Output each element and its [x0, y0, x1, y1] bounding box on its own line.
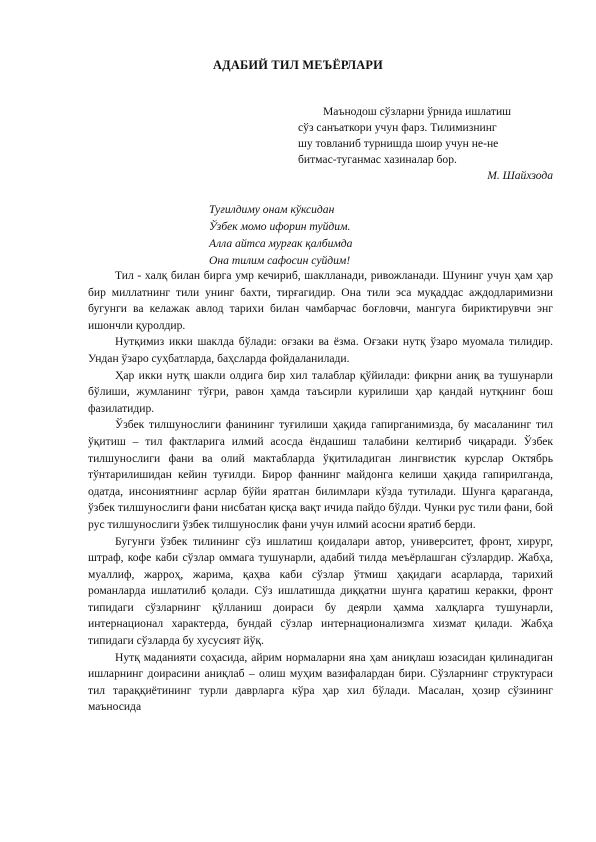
paragraph: Нутқимиз икки шаклда бўлади: оғзаки ва ёзма. Оғзаки нутқ ўзаро муомала тилидир. Ундан ўзаро суҳбатларда, баҳсларда фойдаланилади.: [88, 335, 553, 365]
body-text: [88, 268, 553, 716]
epigraph-line: битмас-туганмас хазиналар бор.: [298, 153, 457, 166]
paragraph: Тил - халқ билан бирга умр кечириб, шаклланади, ривожланади. Шунинг учун ҳам ҳар бир миллатнинг тили унинг бахти, тирғагидир. Она тили эса муқаддас аждодларимизни бугунги ва келажак авлод тарихи билан чамбарчас боғловчи, мангуга бириктирувчи энг ишончли қуролдир.: [88, 269, 553, 332]
poem: [209, 201, 352, 269]
epigraph-line: Маънодош сўзларни ўрнида ишлатиш: [323, 105, 512, 118]
epigraph-line: шу товланиб турнишда шоир учун не-не: [298, 137, 499, 150]
paragraph: Нутқ маданияти соҳасида, айрим нормаларни яна ҳам аниқлаш юзасидан қилинадиган ишларнинг доирасини аниқлаб – олиш муҳим вазифалардан бири. Сўзларнинг структураси тил тараққиётининг турли даврларга кўра ҳар хил бўлади. Масалан, ҳозир сўзининг маъносида: [88, 650, 553, 714]
epigraph-line: сўз санъаткори учун фарз. Тилимизнинг: [298, 121, 497, 134]
epigraph-author: М. Шайхзода: [487, 169, 553, 182]
poem-line: Туғилдиму онам кўксидан: [209, 203, 335, 216]
paragraph: Ўзбек тилшунослиги фанининг туғилиши ҳақида гапирганимизда, бу масаланинг тил ўқитиш – тил фактларига илмий асосда ёндашиш талабини келтириб чиқаради. Ўзбек тилшунослиги фани ва олий мактабларда ўқитиладиган лингвистик курслар Октябрь тўнтарилишидан кейин туғилди. Бирор фаннинг майдонга келиши ҳақида гапирилганда, одатда, инсониятнинг асрлар бўйи яратган билимлари кўзда тутилади. Шунга қараганда, ўзбек тилшунослиги фани нисбатан қисқа вақт ичида пайдо бўлди. Чунки рус тили фани, бой рус тилшунослиги ўзбек тилшунослик фани учун илмий асосни яратиб берди.: [88, 418, 553, 531]
paragraph: Ҳар икки нутқ шакли олдига бир хил талаблар қўйилади: фикрни аниқ ва тушунарли бўлиши, жумланинг тўғри, равон ҳамда таъсирли курилиши ҳар қандай нутқнинг бош фазилатидир.: [88, 368, 553, 415]
poem-line: Она тилим сафосин суйдим!: [209, 254, 351, 267]
poem-line: Алла айтса мурғак қалбимда: [209, 237, 353, 250]
poem-line: Ўзбек момо ифорин туйдим.: [209, 220, 351, 233]
paragraph: Бугунги ўзбек тилининг сўз ишлатиш қоидалари автор, университет, фронт, хирург, штраф, кофе каби сўзлар оммага тушунарли, адабий тилда меъёрлашган сўзлардир. Жабҳа, муаллиф, жарроҳ, жарима, қаҳва каби сўзлар ўтмиш ҳақидаги асарларда, тарихий романларда ишлатилиб қолади. Сўз ишлатишда диққатни шунга қаратиш керакки, фронт типидаги сўзларнинг қўлланиш доираси бу деярли ҳамма халқларга тушунарли, интернационал характерда, бундай сўзлар интернационализмга хизмат қилади. Жабҳа типидаги сўзларда бу хусусият йўқ.: [88, 534, 553, 648]
epigraph: [298, 104, 553, 184]
page-title: АДАБИЙ ТИЛ МЕЪЁРЛАРИ: [212, 58, 384, 72]
